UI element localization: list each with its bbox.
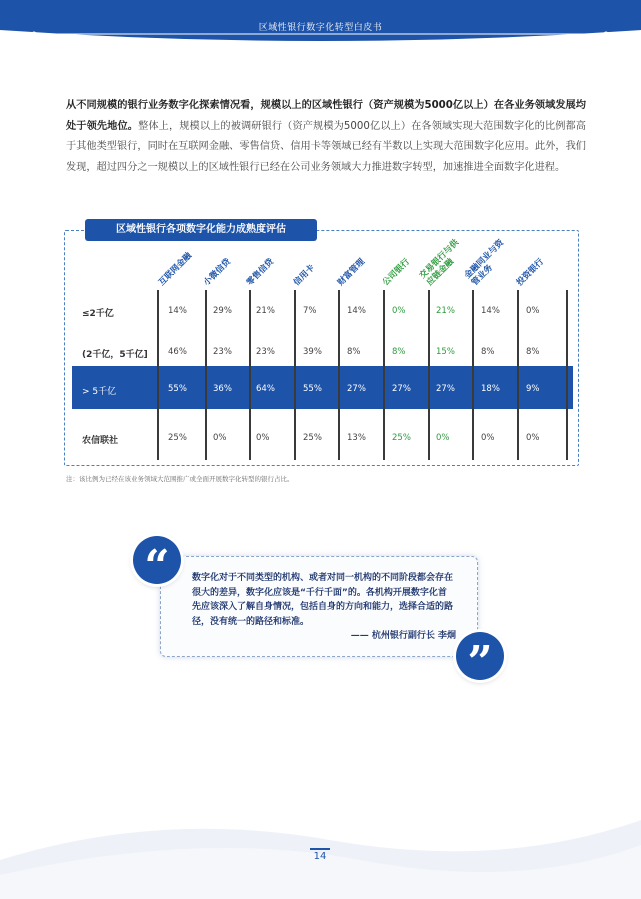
column-header: 零售信贷 bbox=[244, 256, 277, 288]
table-cell: 7% bbox=[303, 306, 317, 316]
table-cell: 8% bbox=[481, 347, 495, 357]
column-header: 信用卡 bbox=[291, 262, 318, 288]
table-cell: 36% bbox=[213, 384, 232, 394]
intro-paragraph bbox=[66, 96, 586, 178]
table-cell: 23% bbox=[213, 347, 232, 357]
table-cell: 25% bbox=[303, 433, 322, 443]
page-number-bar bbox=[310, 848, 330, 850]
table-title: 区域性银行各项数字化能力成熟度评估 bbox=[85, 219, 317, 241]
column-header: 财富管理 bbox=[335, 256, 368, 288]
column-divider bbox=[517, 290, 519, 460]
column-divider bbox=[338, 290, 340, 460]
page-number: 14 bbox=[313, 851, 327, 862]
quote-author: —— 杭州银行副行长 李炯 bbox=[350, 631, 456, 641]
table-cell: 64% bbox=[256, 384, 275, 394]
column-divider bbox=[383, 290, 385, 460]
table-cell: 0% bbox=[436, 433, 450, 443]
open-quote-icon: “ bbox=[133, 536, 181, 584]
table-cell: 27% bbox=[392, 384, 411, 394]
table-cell: 18% bbox=[481, 384, 500, 394]
header-title: 区域性银行数字化转型白皮书 bbox=[258, 23, 383, 33]
row-label: 农信联社 bbox=[82, 436, 119, 446]
column-divider bbox=[472, 290, 474, 460]
column-header: 小微信贷 bbox=[201, 256, 234, 288]
footer-wave bbox=[0, 790, 641, 899]
table-cell: 15% bbox=[436, 347, 455, 357]
table-cell: 8% bbox=[526, 347, 540, 357]
table-cell: 0% bbox=[213, 433, 227, 443]
table-cell: 0% bbox=[256, 433, 270, 443]
table-cell: 23% bbox=[256, 347, 275, 357]
row-label: > 5千亿 bbox=[82, 387, 117, 397]
intro-lead: 从不同规模的银行业务数字化探索情况看，规模以上的区域性银行（资产规模为5000亿以上）在各业务领域发展均处于领先地位。 bbox=[66, 100, 586, 132]
quote-text: 数字化对于不同类型的机构、或者对同一机构的不同阶段都会存在很大的差异，数字化应该是“千行千面”的。各机构开展数字化首先应该深入了解自身情况，包括自身的方向和能力，选择合适的路径，没有统一的路径和标准。 bbox=[192, 573, 454, 627]
row-label: ≤2千亿 bbox=[82, 309, 114, 319]
table-cell: 29% bbox=[213, 306, 232, 316]
table-cell: 46% bbox=[168, 347, 187, 357]
column-divider bbox=[294, 290, 296, 460]
table-cell: 21% bbox=[436, 306, 455, 316]
column-divider bbox=[157, 290, 159, 460]
column-header: 投资银行 bbox=[514, 256, 547, 288]
table-cell: 0% bbox=[481, 433, 495, 443]
table-cell: 0% bbox=[526, 433, 540, 443]
table-cell: 9% bbox=[526, 384, 540, 394]
table-cell: 55% bbox=[168, 384, 187, 394]
column-divider bbox=[205, 290, 207, 460]
table-cell: 14% bbox=[168, 306, 187, 316]
table-cell: 27% bbox=[436, 384, 455, 394]
table-cell: 13% bbox=[347, 433, 366, 443]
column-header: 交易银行与供应链金融 bbox=[417, 237, 462, 288]
table-cell: 8% bbox=[347, 347, 361, 357]
column-header: 互联网金融 bbox=[156, 250, 195, 288]
table-cell: 8% bbox=[392, 347, 406, 357]
row-label: (2千亿，5千亿] bbox=[82, 350, 148, 360]
table-cell: 14% bbox=[347, 306, 366, 316]
table-cell: 25% bbox=[168, 433, 187, 443]
table-cell: 55% bbox=[303, 384, 322, 394]
table-cell: 14% bbox=[481, 306, 500, 316]
table-cell: 0% bbox=[526, 306, 540, 316]
intro-text: 整体上，规模以上的被调研银行（资产规模为5000亿以上）在各领域实现大范围数字化的比例都高于其他类型银行，同时在互联网金融、零售信贷、信用卡等领域已经有半数以上实现大范围数字化应用。此外，我们发现，超过四分之一规模以上的区域性银行已经在公司业务领域大力推进数字转型，加速推进全面数字化进程。 bbox=[66, 120, 586, 173]
column-divider bbox=[428, 290, 430, 460]
column-divider bbox=[566, 290, 568, 460]
table-cell: 25% bbox=[392, 433, 411, 443]
table-cell: 0% bbox=[392, 306, 406, 316]
table-note: 注：该比例为已经在该业务领域大范围推广或全面开展数字化转型的银行占比。 bbox=[66, 475, 294, 483]
column-header: 公司银行 bbox=[380, 256, 413, 288]
column-header: 金融同业与资管业务 bbox=[462, 237, 507, 288]
column-divider bbox=[249, 290, 251, 460]
table-cell: 21% bbox=[256, 306, 275, 316]
close-quote-icon: ” bbox=[456, 632, 504, 680]
table-cell: 39% bbox=[303, 347, 322, 357]
table-cell: 27% bbox=[347, 384, 366, 394]
